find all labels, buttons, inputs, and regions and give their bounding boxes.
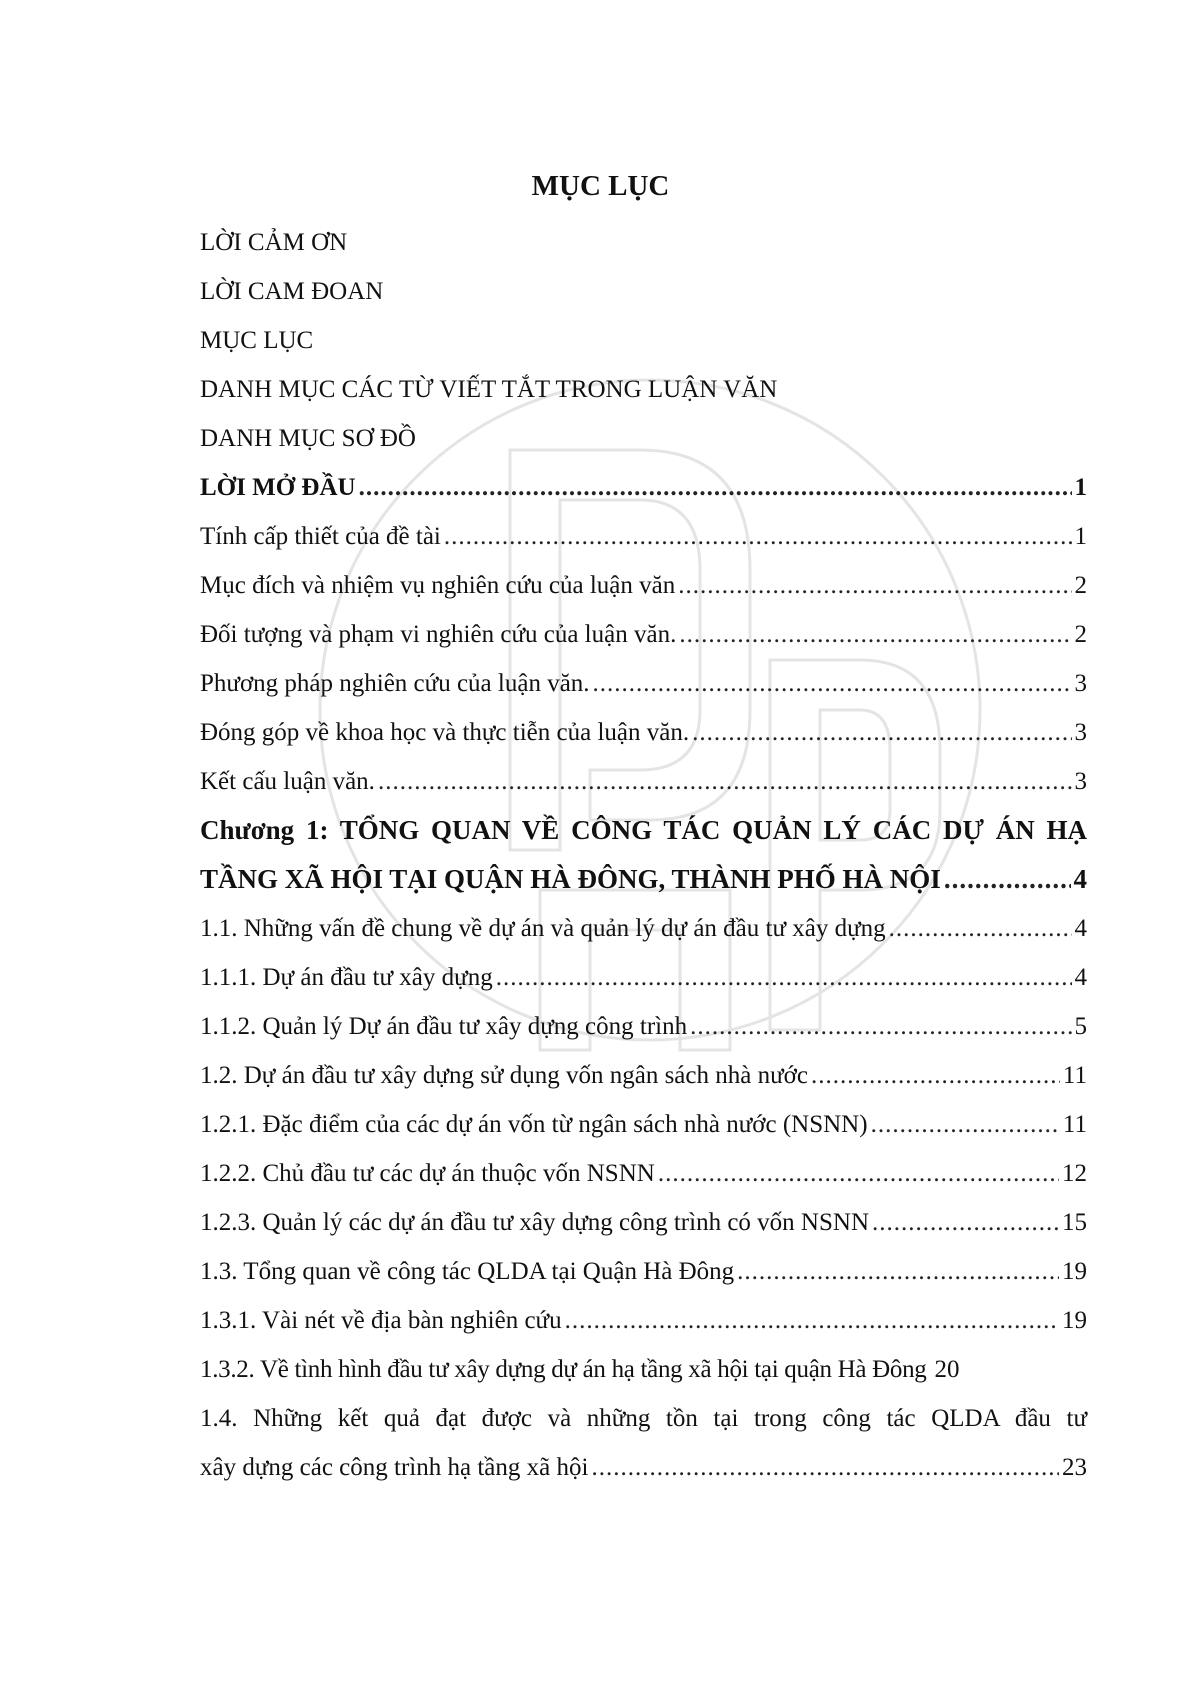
toc-chapter-1-line-2[interactable] xyxy=(200,855,1087,904)
dot-leader xyxy=(692,708,1071,757)
toc-page-number: 2 xyxy=(1074,621,1087,648)
toc-entry-text: Phương pháp nghiên cứu của luận văn. xyxy=(200,670,590,697)
dot-leader xyxy=(871,1100,1060,1149)
dot-leader xyxy=(737,1247,1059,1296)
toc-entry-text: 1.3.1. Vài nét về địa bàn nghiên cứu xyxy=(200,1307,562,1334)
toc-item-muc-luc[interactable]: MỤC LỤC xyxy=(200,327,314,354)
toc-entry-loi-mo-dau[interactable] xyxy=(200,463,1087,512)
toc-entry-text: 1.1.2. Quản lý Dự án đầu tư xây dựng công trình xyxy=(200,1013,688,1040)
toc-entry[interactable] xyxy=(200,904,1087,953)
toc-entry-text: Tính cấp thiết của đề tài xyxy=(200,523,441,550)
toc-page-number: 2 xyxy=(1074,572,1087,599)
dot-leader xyxy=(872,1198,1059,1247)
dot-leader xyxy=(678,561,1071,610)
toc-page-number: 1 xyxy=(1074,474,1087,501)
toc-page-number: 3 xyxy=(1074,670,1087,697)
toc-item-danh-muc-tu-viet-tat[interactable]: DANH MỤC CÁC TỪ VIẾT TẮT TRONG LUẬN VĂN xyxy=(200,376,778,403)
toc-entry-text: LỜI MỞ ĐẦU xyxy=(200,474,356,501)
toc-entry[interactable] xyxy=(200,953,1087,1002)
toc-entry-text: 1.2.2. Chủ đầu tư các dự án thuộc vốn NSNN xyxy=(200,1160,655,1187)
toc-entry-1-4-line-1[interactable]: 1.4. Những kết quả đạt được và những tồn tại trong công tác QLDA đầu tư xyxy=(200,1405,1087,1432)
toc-entry-text: 1.1. Những vấn đề chung về dự án và quản lý dự án đầu tư xây dựng xyxy=(200,915,886,942)
toc-page-number: 4 xyxy=(1074,915,1087,942)
dot-leader xyxy=(565,1296,1059,1345)
toc-entry[interactable] xyxy=(200,708,1087,757)
dot-leader xyxy=(690,1002,1071,1051)
toc-entry-text: Đối tượng và phạm vi nghiên cứu của luận văn. xyxy=(200,621,677,648)
toc-page-number: 3 xyxy=(1074,719,1087,746)
toc-page-number: 20 xyxy=(934,1356,960,1383)
toc-entry-text: 1.2.1. Đặc điểm của các dự án vốn từ ngân sách nhà nước (NSNN) xyxy=(200,1111,868,1138)
dot-leader xyxy=(811,1051,1060,1100)
toc-page-number: 19 xyxy=(1062,1258,1087,1285)
toc-entry-text: Mục đích và nhiệm vụ nghiên cứu của luận văn xyxy=(200,572,676,599)
dot-leader xyxy=(944,855,1071,904)
toc-page-number: 5 xyxy=(1074,1013,1087,1040)
toc-entry-text: 1.3. Tổng quan về công tác QLDA tại Quận Hà Đông xyxy=(200,1258,735,1285)
toc-entry[interactable] xyxy=(200,561,1087,610)
dot-leader xyxy=(378,757,1072,806)
toc-page-number: 11 xyxy=(1062,1111,1087,1138)
toc-item-loi-cam-on[interactable]: LỜI CẢM ƠN xyxy=(200,229,348,256)
toc-page-number: 23 xyxy=(1062,1454,1087,1481)
toc-entry-text: TẦNG XÃ HỘI TẠI QUẬN HÀ ĐÔNG, THÀNH PHỐ HÀ NỘI xyxy=(200,864,941,894)
dot-leader xyxy=(593,659,1072,708)
dot-leader xyxy=(889,904,1072,953)
dot-leader xyxy=(359,463,1072,512)
dot-leader xyxy=(658,1149,1059,1198)
toc-page-number: 15 xyxy=(1062,1209,1087,1236)
toc-entry[interactable] xyxy=(200,659,1087,708)
toc-entry-text: Kết cấu luận văn. xyxy=(200,768,375,795)
toc-entry[interactable] xyxy=(200,1100,1087,1149)
dot-leader xyxy=(591,1443,1059,1492)
toc-entry[interactable] xyxy=(200,1002,1087,1051)
toc-entry[interactable] xyxy=(200,1051,1087,1100)
dot-leader xyxy=(444,512,1072,561)
toc-entry-text: 1.3.2. Về tình hình đầu tư xây dựng dự án hạ tầng xã hội tại quận Hà Đông xyxy=(200,1356,927,1383)
toc-entry[interactable] xyxy=(200,610,1087,659)
toc-page-number: 12 xyxy=(1062,1160,1087,1187)
table-of-contents xyxy=(200,218,1087,1492)
toc-entry[interactable] xyxy=(200,1296,1087,1345)
page-title: MỤC LỤC xyxy=(531,170,670,202)
toc-page-number: 3 xyxy=(1074,768,1087,795)
toc-item-loi-cam-doan[interactable]: LỜI CAM ĐOAN xyxy=(200,278,384,305)
toc-entry[interactable] xyxy=(200,512,1087,561)
toc-entry-text: 1.1.1. Dự án đầu tư xây dựng xyxy=(200,964,493,991)
toc-entry-text: xây dựng các công trình hạ tầng xã hội xyxy=(200,1454,589,1481)
toc-entry-text: 1.2. Dự án đầu tư xây dựng sử dụng vốn ngân sách nhà nước xyxy=(200,1062,808,1089)
toc-page-number: 4 xyxy=(1073,864,1087,894)
toc-entry[interactable] xyxy=(200,757,1087,806)
toc-page-number: 19 xyxy=(1062,1307,1087,1334)
toc-page-number: 4 xyxy=(1074,964,1087,991)
toc-entry-text: Đóng góp về khoa học và thực tiễn của luận văn. xyxy=(200,719,690,746)
toc-entry[interactable] xyxy=(200,1149,1087,1198)
toc-item-danh-muc-so-do[interactable]: DANH MỤC SƠ ĐỒ xyxy=(200,425,416,452)
dot-leader xyxy=(679,610,1071,659)
toc-entry-1-3-2[interactable] xyxy=(200,1345,1087,1394)
dot-leader xyxy=(496,953,1072,1002)
toc-entry[interactable] xyxy=(200,1247,1087,1296)
toc-page-number: 1 xyxy=(1074,523,1087,550)
toc-page-number: 11 xyxy=(1062,1062,1087,1089)
toc-entry[interactable] xyxy=(200,1198,1087,1247)
toc-entry-1-4-line-2[interactable] xyxy=(200,1443,1087,1492)
toc-chapter-1-line-1[interactable]: Chương 1: TỔNG QUAN VỀ CÔNG TÁC QUẢN LÝ CÁC DỰ ÁN HẠ xyxy=(200,815,1087,845)
toc-entry-text: 1.2.3. Quản lý các dự án đầu tư xây dựng công trình có vốn NSNN xyxy=(200,1209,869,1236)
